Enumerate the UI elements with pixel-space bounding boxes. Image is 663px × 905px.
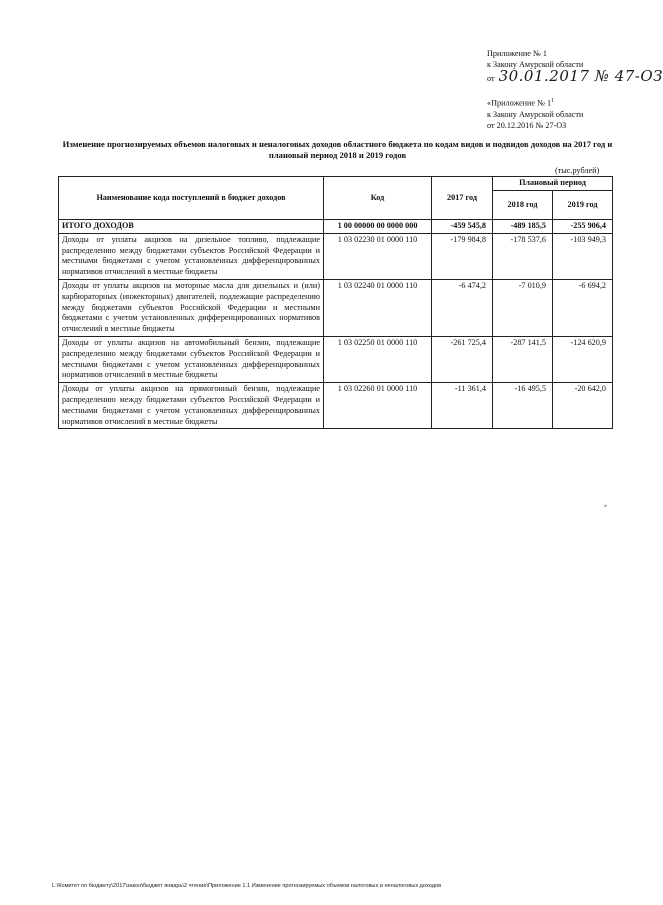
row-2018: -178 537,6 (493, 233, 553, 279)
row-2019: -124 620,9 (553, 336, 613, 382)
row-code: 1 03 02250 01 0000 110 (324, 336, 432, 382)
header-2017: 2017 год (432, 177, 493, 220)
footer-file-path: L:\Комитет по бюджету\2017\закон\бюджет январь\2 чтение\Приложение 1.1 Изменение прогнозируемых объемов налоговых и неналоговых доходов (52, 883, 442, 889)
row-2017: -179 984,8 (432, 233, 493, 279)
row-code: 1 03 02260 01 0000 110 (324, 383, 432, 429)
handwritten-date: 30.01.2017 № 47-ОЗ (498, 67, 663, 85)
row-name: Доходы от уплаты акцизов на моторные масла для дизельных и (или) карбюраторных (инжекторных) двигателей, подлежащие распределению между бюджетами субъектов Российской Федерации и местными бюджетами с учетом установленных дифференцированных нормативов отчислений в местные бюджеты (59, 279, 324, 336)
header-name: Наименование кода поступлений в бюджет доходов (59, 177, 324, 220)
table-row (59, 233, 613, 279)
row-2018: -16 495,5 (493, 383, 553, 429)
row-2018: -287 141,5 (493, 336, 553, 382)
handwritten-date-line (487, 67, 663, 86)
appendix-header-2 (487, 96, 583, 131)
header-2019: 2019 год (553, 190, 613, 219)
table-row (59, 383, 613, 429)
total-code: 1 00 00000 00 0000 000 (324, 220, 432, 234)
appendix-number: Приложение № 1 (487, 49, 547, 58)
row-2017: -6 474,2 (432, 279, 493, 336)
row-2017: -261 725,4 (432, 336, 493, 382)
document-title: Изменение прогнозируемых объемов налоговых и неналоговых доходов областного бюджета по кодам видов и подвидов доходов на 2017 год и плановый период 2018 и 2019 годов (62, 139, 613, 160)
total-label: ИТОГО ДОХОДОВ (59, 220, 324, 234)
ot-label: от (487, 74, 495, 83)
appendix-law: к Закону Амурской области (487, 60, 584, 69)
row-2018: -7 010,9 (493, 279, 553, 336)
row-2019: -20 642,0 (553, 383, 613, 429)
revenue-table (58, 176, 613, 429)
header-plan-period: Плановый период (493, 177, 613, 191)
table-header-row-1 (59, 177, 613, 191)
row-name: Доходы от уплаты акцизов на автомобильный бензин, подлежащие распределению между бюджетами субъектов Российской Федерации и местными бюджетами с учетом установленных дифференцированных нормативов отчислений в местные бюджеты (59, 336, 324, 382)
appendix2-date: от 20.12.2016 № 27-ОЗ (487, 120, 567, 130)
total-2018: -489 185,5 (493, 220, 553, 234)
appendix2-number: «Приложение № $1^1$ (487, 98, 555, 108)
header-2018: 2018 год (493, 190, 553, 219)
row-name: Доходы от уплаты акцизов на прямогонный бензин, подлежащие распределению между бюджетами субъектов Российской Федерации и местными бюджетами с учетом установленных дифференцированных нормативов отчислений в местные бюджеты (59, 383, 324, 429)
row-code: 1 03 02240 01 0000 110 (324, 279, 432, 336)
closing-quote-mark: » (604, 503, 607, 509)
header-code: Код (324, 177, 432, 220)
table-row (59, 279, 613, 336)
appendix2-law: к Закону Амурской области (487, 109, 584, 119)
row-code: 1 03 02230 01 0000 110 (324, 233, 432, 279)
row-name: Доходы от уплаты акцизов на дизельное топливо, подлежащие распределению между бюджетами субъектов Российской Федерации и местными бюджетами с учетом установленных дифференцированных нормативов отчислений в местные бюджеты (59, 233, 324, 279)
total-2017: -459 545,8 (432, 220, 493, 234)
table-row (59, 336, 613, 382)
total-2019: -255 906,4 (553, 220, 613, 234)
units-label: (тыс.рублей) (555, 166, 600, 175)
table-row-total (59, 220, 613, 234)
appendix2-sup: 1 (551, 98, 555, 104)
row-2019: -6 694,2 (553, 279, 613, 336)
row-2019: -103 949,3 (553, 233, 613, 279)
row-2017: -11 361,4 (432, 383, 493, 429)
